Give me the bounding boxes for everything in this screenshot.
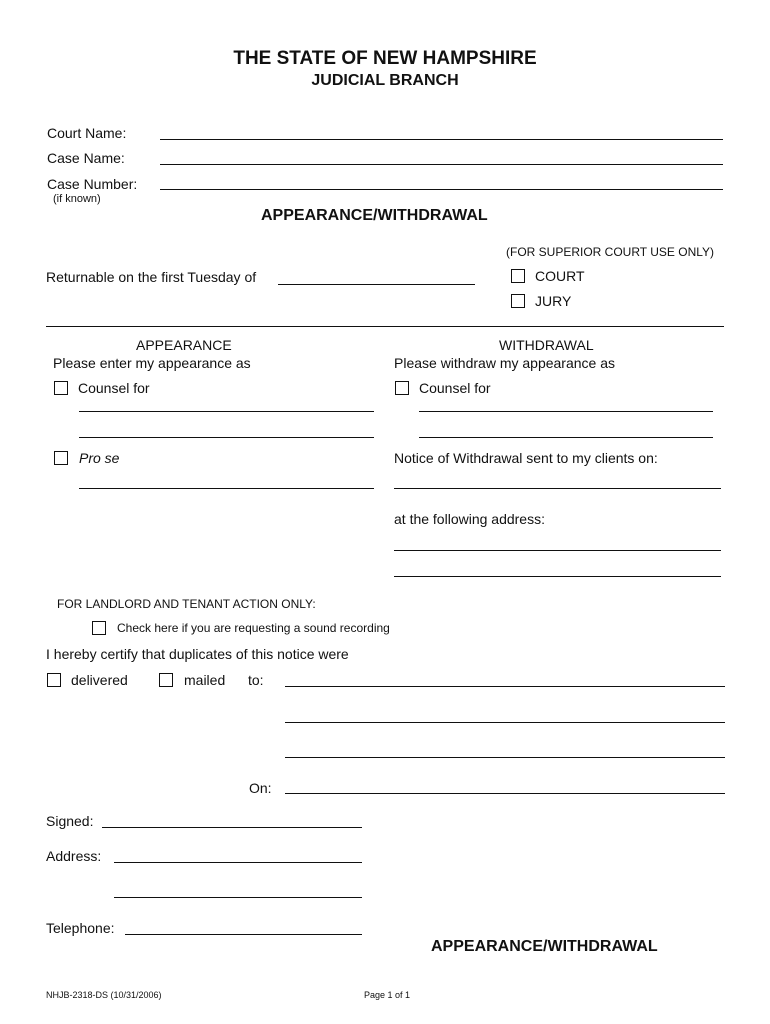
appearance-counsel-line-2[interactable]: [79, 437, 374, 438]
recipient-line-3[interactable]: [285, 757, 725, 758]
to-label: to:: [248, 672, 264, 688]
landlord-heading: FOR LANDLORD AND TENANT ACTION ONLY:: [57, 597, 316, 611]
document-subtitle: JUDICIAL BRANCH: [311, 72, 459, 89]
form-number: NHJB-2318-DS (10/31/2006): [46, 990, 162, 1000]
telephone-line[interactable]: [125, 934, 362, 935]
withdrawal-counsel-line-1[interactable]: [419, 411, 713, 412]
jury-checkbox-label: JURY: [535, 293, 572, 309]
document-title: THE STATE OF NEW HAMPSHIRE: [233, 48, 537, 69]
case-number-hint: (if known): [53, 193, 101, 205]
case-number-label: Case Number:: [47, 176, 138, 192]
telephone-label: Telephone:: [46, 920, 115, 936]
returnable-label: Returnable on the first Tuesday of: [46, 269, 257, 285]
on-label: On:: [249, 780, 272, 796]
appearance-heading: APPEARANCE: [136, 337, 232, 353]
page-number: Page 1 of 1: [364, 990, 411, 1000]
address-line-1[interactable]: [114, 862, 362, 863]
delivered-checkbox[interactable]: [47, 673, 61, 687]
mailed-label: mailed: [184, 672, 226, 688]
signed-line[interactable]: [102, 827, 362, 828]
pro-se-label: Pro se: [79, 450, 120, 466]
sound-recording-label: Check here if you are requesting a sound recording: [117, 621, 390, 635]
pro-se-line[interactable]: [79, 488, 374, 489]
appearance-counsel-line-1[interactable]: [79, 411, 374, 412]
returnable-field[interactable]: [278, 284, 475, 285]
sound-recording-checkbox[interactable]: [92, 621, 106, 635]
on-date-line[interactable]: [285, 793, 725, 794]
court-name-label: Court Name:: [47, 125, 127, 141]
withdrawal-intro: Please withdraw my appearance as: [394, 355, 616, 371]
appearance-intro: Please enter my appearance as: [53, 355, 251, 371]
footer-form-title: APPEARANCE/WITHDRAWAL: [431, 938, 658, 955]
address-line-2[interactable]: [114, 897, 362, 898]
withdrawal-counsel-label: Counsel for: [419, 380, 491, 396]
case-name-label: Case Name:: [47, 150, 125, 166]
delivered-label: delivered: [71, 672, 128, 688]
superior-court-note: (FOR SUPERIOR COURT USE ONLY): [506, 245, 715, 259]
address-label: Address:: [46, 848, 102, 864]
withdrawal-notice-line[interactable]: [394, 488, 721, 489]
withdrawal-address-label: at the following address:: [394, 511, 545, 527]
jury-checkbox[interactable]: [511, 294, 525, 308]
court-name-field[interactable]: [160, 139, 723, 140]
court-checkbox[interactable]: [511, 269, 525, 283]
appearance-counsel-label: Counsel for: [78, 380, 150, 396]
court-checkbox-label: COURT: [535, 268, 585, 284]
recipient-line-1[interactable]: [285, 686, 725, 687]
signed-label: Signed:: [46, 813, 94, 829]
recipient-line-2[interactable]: [285, 722, 725, 723]
mailed-checkbox[interactable]: [159, 673, 173, 687]
case-number-field[interactable]: [160, 189, 723, 190]
case-name-field[interactable]: [160, 164, 723, 165]
withdrawal-counsel-checkbox[interactable]: [395, 381, 409, 395]
withdrawal-address-line-2[interactable]: [394, 576, 721, 577]
withdrawal-heading: WITHDRAWAL: [499, 337, 594, 353]
form-title: APPEARANCE/WITHDRAWAL: [261, 207, 488, 224]
withdrawal-counsel-line-2[interactable]: [419, 437, 713, 438]
certify-text: I hereby certify that duplicates of this notice were: [46, 646, 349, 662]
appearance-counsel-checkbox[interactable]: [54, 381, 68, 395]
section-divider: [46, 326, 724, 327]
pro-se-checkbox[interactable]: [54, 451, 68, 465]
withdrawal-address-line-1[interactable]: [394, 550, 721, 551]
withdrawal-notice-label: Notice of Withdrawal sent to my clients on:: [394, 450, 658, 466]
